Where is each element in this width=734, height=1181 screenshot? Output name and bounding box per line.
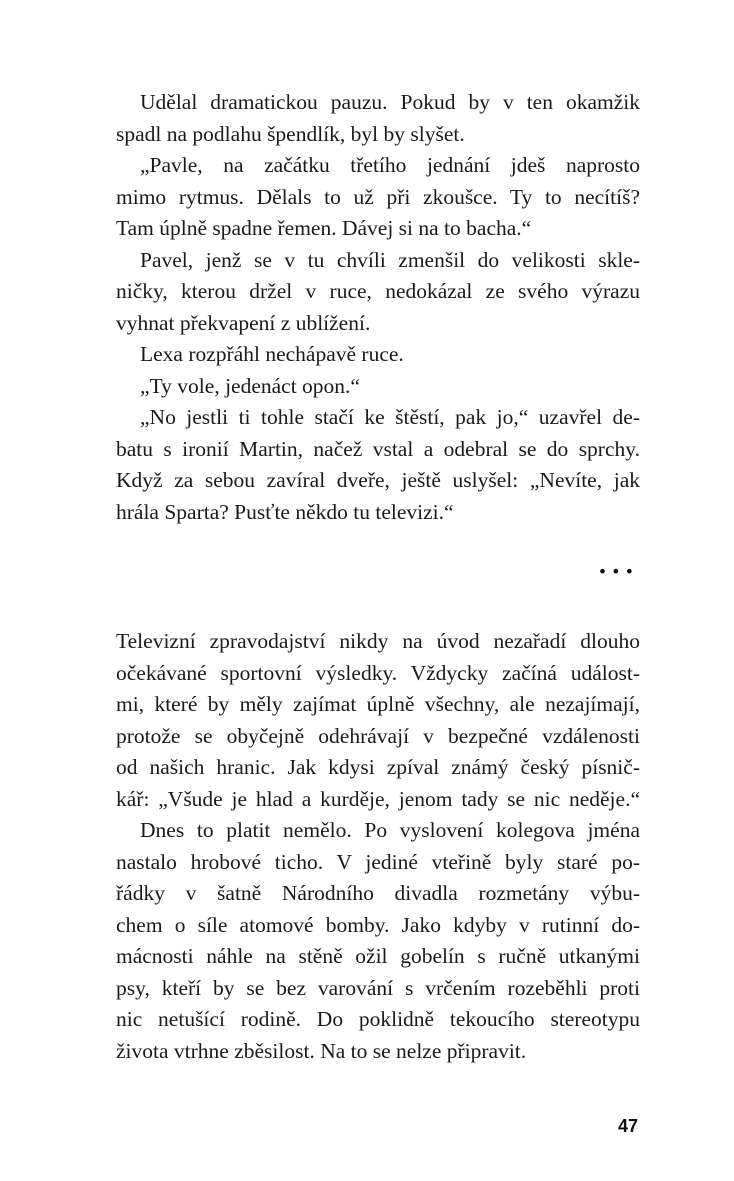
text-line: mi, které by měly zajímat úplně všechny, ale nezajímají, — [116, 692, 640, 716]
text-line: „Ty vole, jedenáct opon.“ — [140, 373, 360, 398]
text-line: vyhnat překvapení z ublížení. — [116, 310, 371, 335]
text-line: hrála Sparta? Pusťte někdo tu televizi.“ — [116, 499, 454, 524]
text-line: spadl na podlahu špendlík, byl by slyšet. — [116, 121, 465, 146]
text-section-1 — [116, 87, 640, 528]
text-line: Lexa rozpřáhl nechápavě ruce. — [140, 342, 404, 366]
text-line: „No jestli ti tohle stačí ke štěstí, pak jo,“ uzavřel de- — [140, 405, 640, 429]
text-line: Udělal dramatickou pauzu. Pokud by v ten okamžik — [140, 90, 640, 114]
page-number: 47 — [617, 1116, 638, 1136]
text-line: Televizní zpravodajství nikdy na úvod nezařadí dlouho — [116, 629, 640, 653]
text-line: protože se obyčejně odehrávají v bezpečné vzdálenosti — [116, 723, 640, 748]
text-line: nastalo hrobové ticho. V jediné vteřině byly staré po- — [116, 849, 640, 874]
text-line: Pavel, jenž se v tu chvíli zmenšil do velikosti skle- — [140, 247, 640, 272]
text-line: Tam úplně spadne řemen. Dávej si na to bacha.“ — [116, 216, 532, 240]
text-line: ničky, kterou držel v ruce, nedokázal ze svého výrazu — [116, 279, 640, 303]
text-line: života vtrhne zběsilost. Na to se nelze připravit. — [116, 1038, 527, 1063]
text-line: řádky v šatně Národního divadla rozmetány výbu- — [116, 881, 640, 905]
text-line: psy, kteří by se bez varování s vrčením rozeběhli proti — [116, 975, 640, 1000]
text-section-2 — [116, 626, 640, 1067]
section-break-dots: ••• — [597, 562, 638, 581]
text-line: batu s ironií Martin, načež vstal a odebral se do sprchy. — [116, 436, 640, 461]
text-line: nic netušící rodině. Do poklidně tekoucího stereotypu — [116, 1007, 640, 1031]
text-line: Když za sebou zavíral dveře, ještě uslyšel: „Nevíte, jak — [116, 468, 640, 492]
text-line: od našich hranic. Jak kdysi zpíval známý český písnič- — [116, 755, 640, 779]
text-line: očekávané sportovní výsledky. Vždycky začíná událost- — [116, 660, 640, 685]
text-line: kář: „Všude je hlad a kurděje, jenom tady se nic neděje.“ — [116, 786, 640, 811]
text-line: mácnosti náhle na stěně ožil gobelín s ručně utkanými — [116, 944, 640, 968]
text-line: mimo rytmus. Dělals to už při zkoušce. Ty to necítíš? — [116, 184, 640, 209]
text-line: chem o síle atomové bomby. Jako kdyby v rutinní do- — [116, 912, 640, 937]
text-line: Dnes to platit nemělo. Po vyslovení kolegova jména — [140, 818, 640, 842]
text-line: „Pavle, na začátku třetího jednání jdeš naprosto — [140, 153, 640, 177]
